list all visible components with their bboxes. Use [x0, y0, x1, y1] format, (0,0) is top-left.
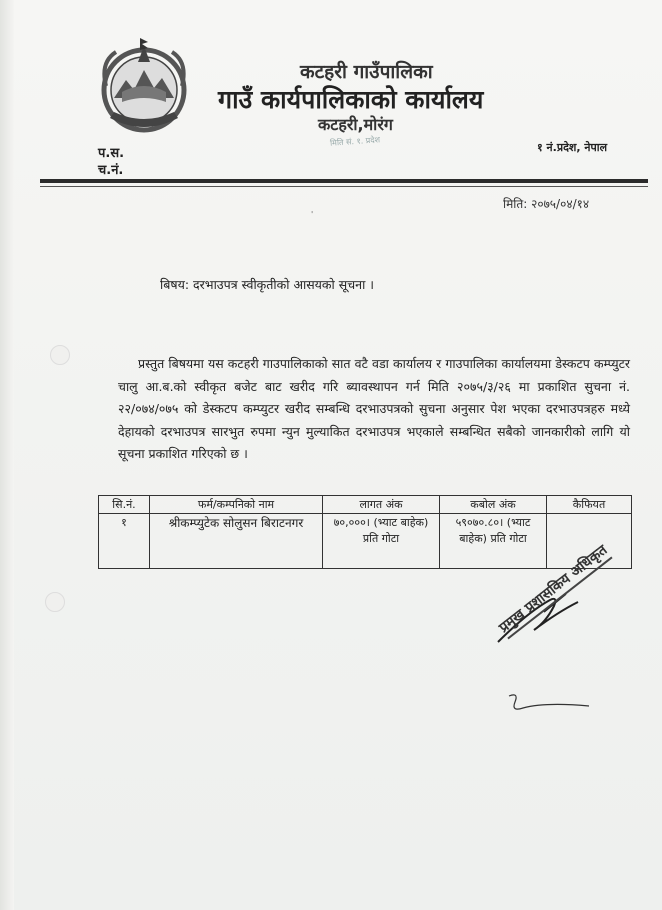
punch-hole: [50, 345, 70, 365]
cell-bid: ५९०७०.८०। (भ्याट बाहेक) प्रति गोटा: [440, 514, 547, 569]
letter-body: प्रस्तुत बिषयमा यस कटहरी गाउपालिकाको सात वटै वडा कार्यालय र गाउपालिका कार्यालयमा डेस्कटप कम्प्युटर चालु आ.ब.को स्वीकृत बजेट बाट खरीद गरि ब्यावस्थापन गर्न मिति २०७५/३/२६ मा प्रकाशित सुचना नं. २२/०७४/०७५ को डेस्कटप कम्प्युटर खरीद सम्बन्धि दरभाउपत्रको सुचना अनुसार पेश भएका दरभाउपत्रहरु मध्ये देहायको दरभाउपत्र सारभुत रुपमा न्युन मुल्याकित दरभाउपत्र भएकाले सम्बन्धित सबैको जानकारीको लागि यो सूचना प्रकाशित गरिएको छ ।: [118, 356, 630, 461]
col-firm-name: फर्म/कम्पनिको नाम: [150, 496, 323, 514]
col-serial: सि.नं.: [99, 496, 150, 514]
cell-serial: १: [99, 514, 150, 569]
signatory-title: प्रमुख प्रशासकिय अधिकृत: [495, 541, 613, 640]
header-divider-thin: [40, 186, 648, 187]
page-edge: [0, 0, 14, 910]
cell-firm-name: श्रीकम्प्युटेक सोलुसन बिराटनगर: [150, 514, 323, 569]
table-row: [99, 514, 632, 569]
faint-stamp: मिति सं. १. प्रदेश: [329, 135, 381, 148]
initial-scribble: [505, 690, 595, 720]
province-label: १ नं.प्रदेश, नेपाल: [537, 141, 608, 154]
letter-date: मिति: २०७५/०४/१४: [503, 197, 590, 211]
header-divider: [40, 179, 648, 183]
cell-cost: ७०,०००। (भ्याट बाहेक) प्रति गोटा: [323, 514, 440, 569]
col-cost: लागत अंक: [323, 496, 440, 514]
tick-mark: ': [311, 210, 314, 219]
patra-sankhya-label: प.स.: [98, 146, 125, 161]
office-location: कटहरी,मोरंग: [318, 115, 393, 134]
table-header-row: [99, 496, 632, 514]
org-name: कटहरी गाउँपालिका: [300, 61, 433, 83]
punch-hole: [45, 592, 65, 612]
col-remarks: कैफियत: [547, 496, 632, 514]
chalani-number-label: च.नं.: [98, 163, 124, 178]
col-bid: कबोल अंक: [440, 496, 547, 514]
nepal-emblem-icon: [96, 32, 192, 136]
office-name: गाउँ कार्यपालिकाको कार्यालय: [218, 85, 484, 114]
letter-subject: बिषय: दरभाउपत्र स्वीकृतीको आसयको सूचना ।: [160, 277, 375, 292]
bid-table: [98, 495, 632, 569]
